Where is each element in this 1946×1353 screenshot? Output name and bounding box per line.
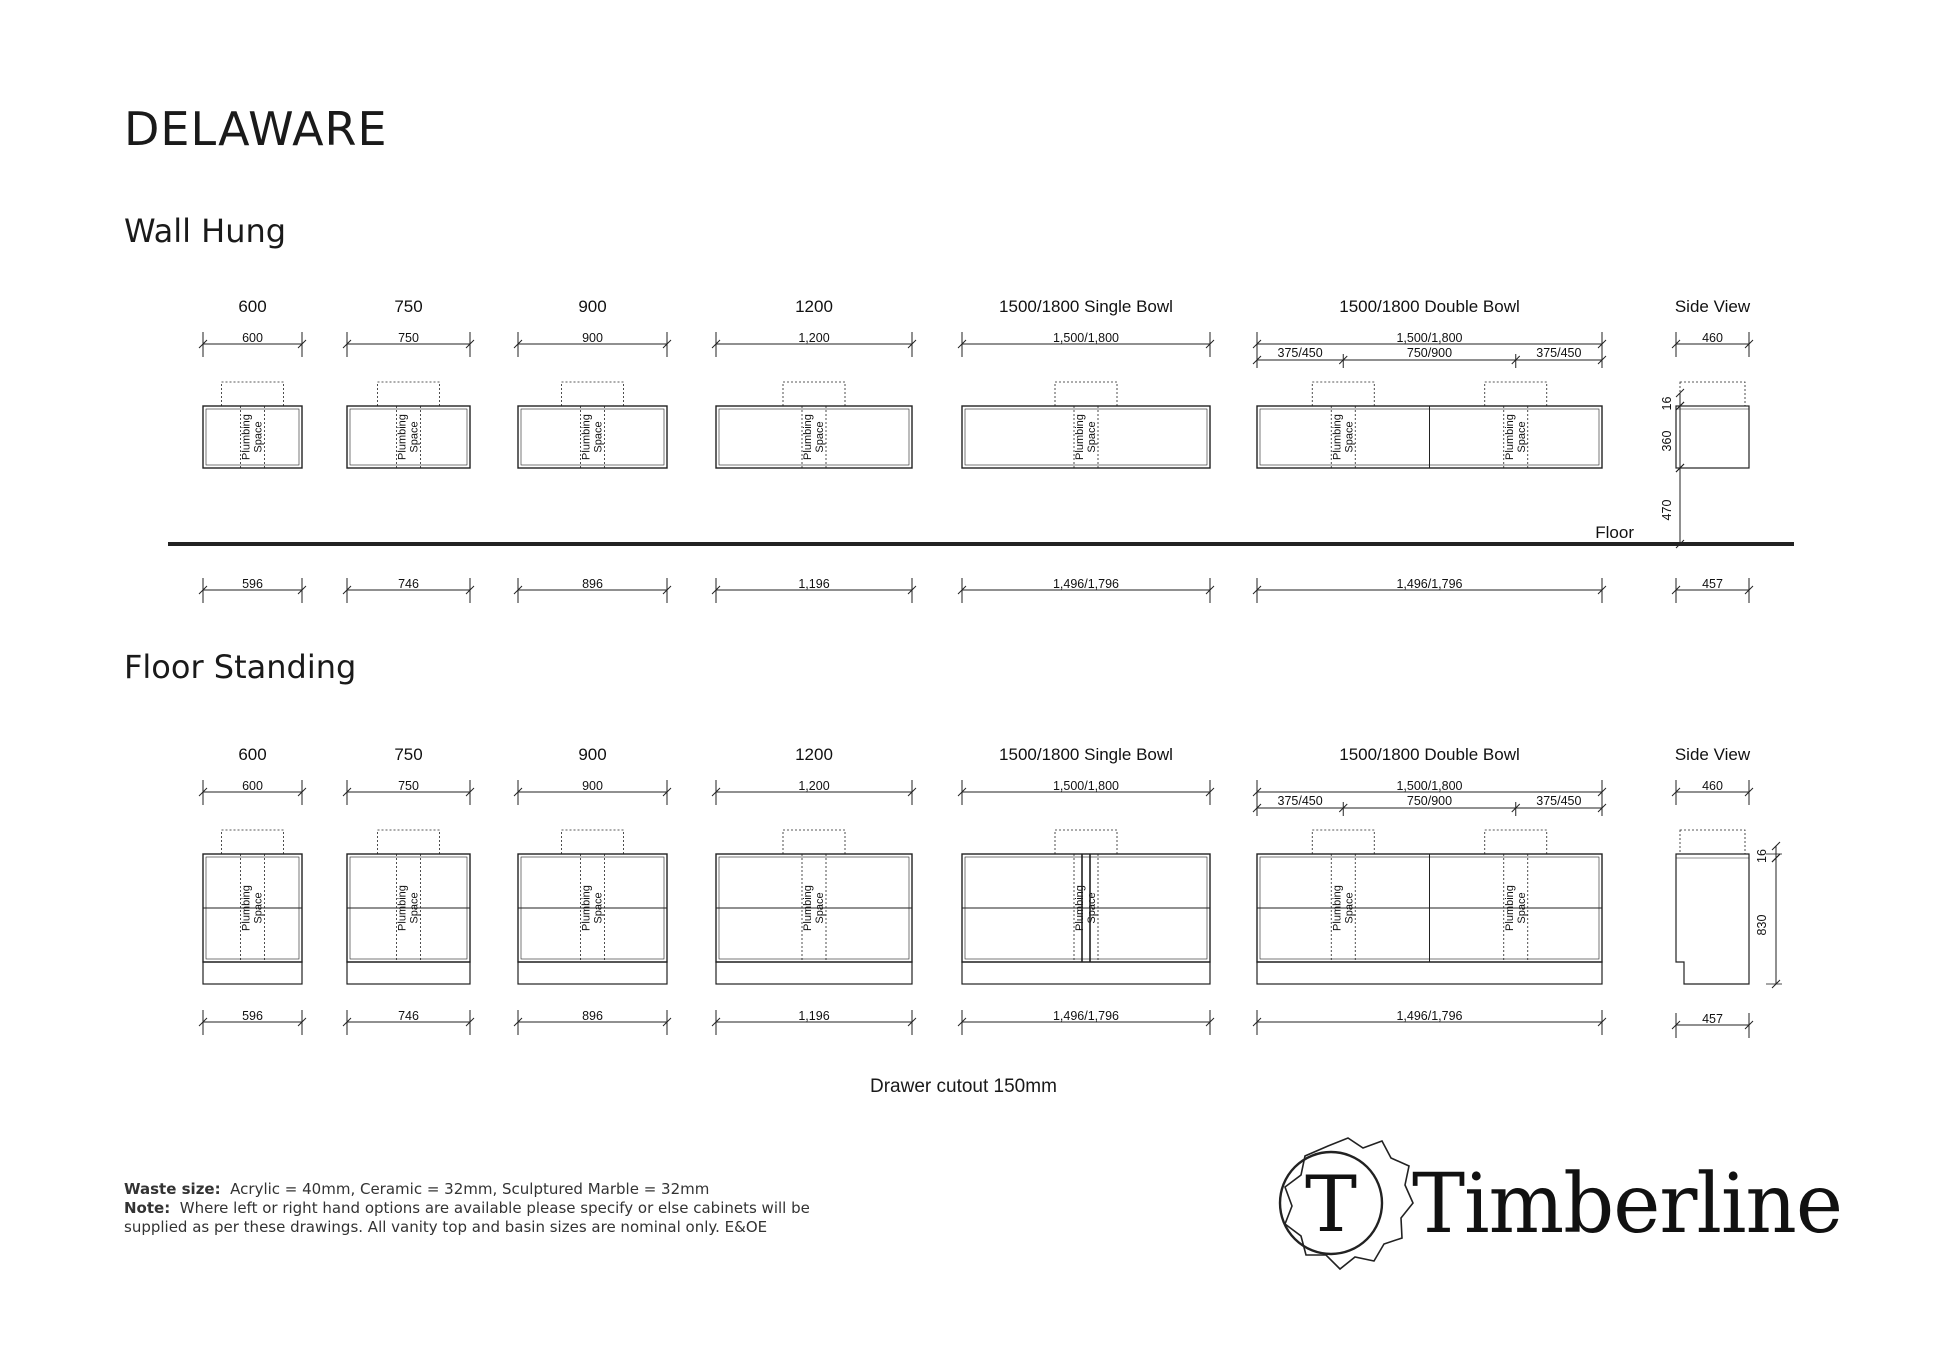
floor-side-bottom-dim: 457: [1702, 1012, 1723, 1026]
plumbing-space-label: Space: [1086, 892, 1098, 924]
floor-bottom-dim-3: 1,196: [798, 1009, 830, 1023]
floor-bottom-dim-2: 896: [582, 1009, 603, 1023]
plumbing-space-label: Plumbing: [580, 414, 593, 460]
wall-unit-heading-4: 1500/1800 Single Bowl: [999, 297, 1173, 316]
floor-sub-dim-right: 375/450: [1536, 794, 1582, 808]
wall-top-dim-0: 600: [242, 331, 263, 345]
floor-plinth-4: [962, 962, 1210, 984]
wall-top-dim-3: 1,200: [798, 331, 830, 345]
section-title-wall-hung: Wall Hung: [124, 212, 287, 250]
wall-top-dim-1: 750: [398, 331, 419, 345]
floor-side-basin: [1680, 830, 1745, 854]
page-title: DELAWARE: [124, 102, 388, 156]
floor-side-height-16: 16: [1755, 849, 1769, 863]
floor-top-dim-2: 900: [582, 779, 603, 793]
floor-sub-dim-left: 375/450: [1277, 794, 1323, 808]
floor-bottom-dim-5: 1,496/1,796: [1396, 1009, 1463, 1023]
plumbing-space-label: Plumbing: [1503, 885, 1516, 931]
plumbing-space-label: Space: [1515, 892, 1528, 924]
floor-top-dim-5: 1,500/1,800: [1396, 779, 1463, 793]
plumbing-space-label: Space: [592, 421, 605, 453]
wall-bottom-dim-2: 896: [582, 577, 603, 591]
plumbing-space-label: Space: [592, 892, 605, 924]
plumbing-space-label: Space: [814, 892, 826, 924]
wall-side-bottom-dim: 457: [1702, 577, 1723, 591]
floor-side-height-830: 830: [1755, 914, 1769, 936]
wall-top-dim-5: 1,500/1,800: [1396, 331, 1463, 345]
floor-top-dim-1: 750: [398, 779, 419, 793]
wall-bottom-dim-4: 1,496/1,796: [1052, 577, 1120, 591]
wall-unit-heading-2: 900: [578, 297, 607, 316]
plumbing-space-label: Space: [408, 892, 421, 924]
plumbing-space-label: Plumbing: [1074, 414, 1086, 460]
plumbing-space-label: Space: [252, 421, 265, 453]
wall-sub-dim-left: 375/450: [1277, 346, 1323, 360]
plumbing-space-label: Plumbing: [580, 885, 593, 931]
floor-unit-heading-0: 600: [238, 745, 267, 764]
wall-unit-heading-5: 1500/1800 Double Bowl: [1339, 297, 1520, 316]
wall-basin-right: [1485, 382, 1547, 406]
plumbing-space-label: Plumbing: [396, 414, 409, 460]
plumbing-space-label: Plumbing: [240, 414, 253, 460]
wall-basin-3: [783, 382, 845, 406]
floor-basin-left: [1312, 830, 1374, 854]
floor-top-dim-0: 600: [242, 779, 263, 793]
floor-plinth-0: [203, 962, 302, 984]
wall-sub-dim-mid: 750/900: [1406, 346, 1453, 360]
floor-top-dim-3: 1,200: [798, 779, 830, 793]
floor-plinth-3: [716, 962, 912, 984]
floor-unit-heading-2: 900: [578, 745, 607, 764]
plumbing-space-label: Space: [252, 892, 265, 924]
floor-side-top-dim: 460: [1702, 779, 1723, 793]
wall-side-height-470: 470: [1660, 499, 1674, 521]
floor-unit-heading-4: 1500/1800 Single Bowl: [999, 745, 1173, 764]
plumbing-space-label: Space: [1343, 892, 1356, 924]
floor-basin-1: [378, 830, 440, 854]
plumbing-space-label: Plumbing: [1074, 885, 1086, 931]
plumbing-space-label: Space: [1343, 421, 1356, 453]
floor-label: Floor: [1595, 523, 1634, 542]
wall-side-view-heading: Side View: [1674, 297, 1751, 316]
floor-plinth-5: [1257, 962, 1602, 984]
floor-basin-right: [1485, 830, 1547, 854]
plumbing-space-label: Plumbing: [1503, 414, 1516, 460]
floor-bottom-dim-4: 1,496/1,796: [1052, 1009, 1120, 1023]
wall-side-top-dim: 460: [1702, 331, 1723, 345]
wall-bottom-dim-1: 746: [398, 577, 419, 591]
floor-basin-4: [1055, 830, 1117, 854]
wall-basin-0: [222, 382, 284, 406]
wall-basin-left: [1312, 382, 1374, 406]
emblem-letter: T: [1304, 1160, 1358, 1250]
wall-basin-2: [562, 382, 624, 406]
plumbing-space-label: Space: [1515, 421, 1528, 453]
plumbing-space-label: Plumbing: [802, 414, 814, 460]
floor-basin-0: [222, 830, 284, 854]
floor-unit-heading-5: 1500/1800 Double Bowl: [1339, 745, 1520, 764]
floor-top-dim-4: 1,500/1,800: [1052, 779, 1120, 793]
wall-bottom-dim-0: 596: [242, 577, 263, 591]
floor-bottom-dim-1: 746: [398, 1009, 419, 1023]
floor-basin-2: [562, 830, 624, 854]
plumbing-space-label: Space: [814, 421, 826, 453]
floor-basin-3: [783, 830, 845, 854]
wall-side-height-360: 360: [1660, 430, 1674, 452]
floor-side-cabinet: [1676, 854, 1749, 984]
floor-unit-heading-1: 750: [394, 745, 423, 764]
plumbing-space-label: Plumbing: [396, 885, 409, 931]
wall-unit-heading-0: 600: [238, 297, 267, 316]
floor-side-view-heading: Side View: [1674, 745, 1751, 764]
wall-basin-1: [378, 382, 440, 406]
wall-bottom-dim-3: 1,196: [798, 577, 830, 591]
wall-side-basin: [1680, 382, 1745, 406]
plumbing-space-label: Plumbing: [802, 885, 814, 931]
plumbing-space-label: Plumbing: [1331, 414, 1344, 460]
plumbing-space-label: Space: [1086, 421, 1098, 453]
waste-size-text: Acrylic = 40mm, Ceramic = 32mm, Sculptured Marble = 32mm: [230, 1180, 710, 1198]
drawer-cutout-note: Drawer cutout 150mm: [870, 1076, 1057, 1097]
wall-basin-4: [1055, 382, 1117, 406]
wall-unit-heading-1: 750: [394, 297, 423, 316]
floor-plinth-2: [518, 962, 667, 984]
plumbing-space-label: Plumbing: [1331, 885, 1344, 931]
wall-top-dim-4: 1,500/1,800: [1052, 331, 1120, 345]
waste-size-label: Waste size:: [124, 1180, 221, 1198]
wall-side-cabinet: [1676, 406, 1749, 468]
floor-plinth-1: [347, 962, 470, 984]
wall-side-height-16: 16: [1660, 396, 1674, 411]
plumbing-space-label: Space: [408, 421, 421, 453]
plumbing-space-label: Plumbing: [240, 885, 253, 931]
note-text-line-1: Where left or right hand options are available please specify or else cabinets will be: [179, 1199, 810, 1217]
wall-bottom-dim-5: 1,496/1,796: [1396, 577, 1463, 591]
floor-unit-heading-3: 1200: [795, 745, 833, 764]
floor-sub-dim-mid: 750/900: [1406, 794, 1453, 808]
floor-bottom-dim-0: 596: [242, 1009, 263, 1023]
note-text-line-2: supplied as per these drawings. All vanity top and basin sizes are nominal only. E&OE: [124, 1218, 768, 1236]
wall-sub-dim-right: 375/450: [1536, 346, 1582, 360]
note-label: Note:: [124, 1199, 171, 1217]
brand-wordmark: Timberline: [1412, 1157, 1842, 1252]
wall-unit-heading-3: 1200: [795, 297, 833, 316]
section-title-floor-standing: Floor Standing: [124, 648, 357, 686]
wall-top-dim-2: 900: [582, 331, 603, 345]
